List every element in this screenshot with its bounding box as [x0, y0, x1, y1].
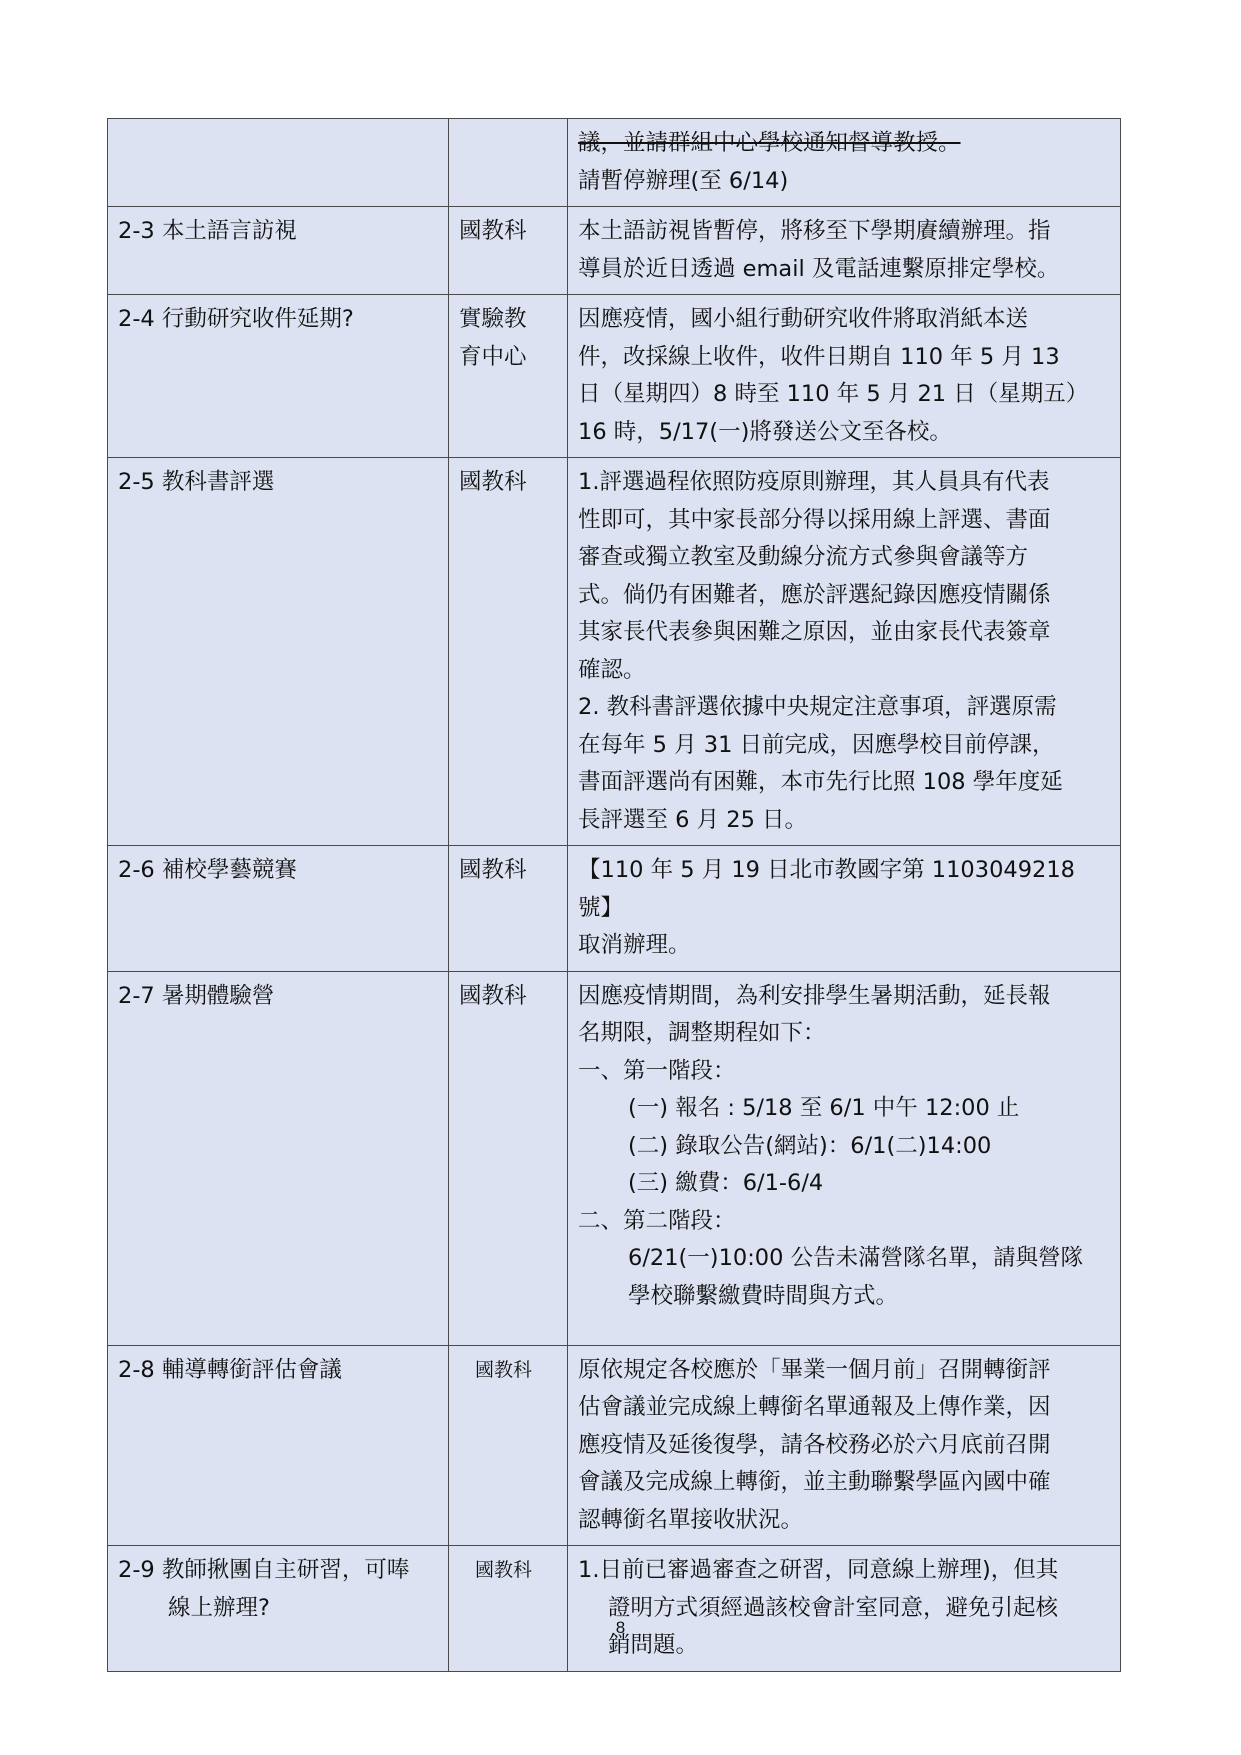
- content-cell: [568, 295, 1121, 458]
- table-row: [108, 458, 1121, 846]
- content-line: 證明方式須經過該校會計室同意，避免引起核: [608, 1594, 1059, 1621]
- topic-cell: [108, 846, 449, 972]
- table-row: [108, 1546, 1121, 1672]
- content-line: (一) 報名 : 5/18 至 6/1 中午 12:00 止: [628, 1095, 1020, 1121]
- content-line: 銷問題。: [608, 1632, 699, 1658]
- topic-cell: [108, 1345, 449, 1546]
- content-line: 導員於近日透過 email 及電話連繫原排定學校。: [578, 255, 1060, 282]
- content-line: 原依規定各校應於「畢業一個月前」召開轉銜評: [578, 1356, 1051, 1383]
- topic-text: 線上辦理?: [168, 1594, 270, 1621]
- content-line: 學校聯繫繳費時間與方式。: [628, 1282, 899, 1309]
- table-row: [108, 295, 1121, 458]
- table-row: [108, 971, 1121, 1345]
- content-line: 【110 年 5 月 19 日北市教國字第 1103049218: [578, 857, 1075, 883]
- content-line: 取消辦理。: [578, 932, 691, 958]
- content-line: (二) 錄取公告(網站)：6/1(二)14:00: [628, 1132, 992, 1159]
- unit-text: 國教科: [459, 982, 527, 1009]
- unit-cell: [449, 458, 568, 846]
- content-line: 名期限，調整期程如下：: [578, 1020, 826, 1046]
- content-line: 書面評選尚有困難，本市先行比照 108 學年度延: [578, 769, 1063, 795]
- table-row: [108, 119, 1121, 207]
- content-line: 在每年 5 月 31 日前完成，因應學校目前停課，: [578, 731, 1055, 758]
- content-line: 審查或獨立教室及動線分流方式參與會議等方: [578, 544, 1029, 570]
- content-line: 本土語訪視皆暫停，將移至下學期賡續辦理。指: [578, 218, 1051, 244]
- content-cell: [568, 207, 1121, 295]
- topic-cell: [108, 207, 449, 295]
- content-cell: [568, 1546, 1121, 1672]
- unit-cell: [449, 846, 568, 972]
- topic-cell: [108, 295, 449, 458]
- content-line: 一、第一階段：: [578, 1057, 736, 1084]
- content-line: 1.評選過程依照防疫原則辦理，其人員具有代表: [578, 469, 1050, 495]
- content-line: 估會議並完成線上轉銜名單通報及上傳作業，因: [578, 1394, 1051, 1420]
- topic-cell: [108, 1546, 449, 1672]
- content-line: 件，改採線上收件，收件日期自 110 年 5 月 13: [578, 343, 1060, 370]
- meeting-minutes-table: [107, 118, 1121, 1672]
- table-row: [108, 846, 1121, 972]
- topic-text: 2-9 教師揪團自主研習，可唪: [118, 1557, 410, 1583]
- topic-text: 2-3 本土語言訪視: [118, 218, 297, 244]
- content-line: 號】: [578, 894, 624, 921]
- content-line: 會議及完成線上轉銜，並主動聯繫學區內國中確: [578, 1469, 1051, 1495]
- unit-cell: [449, 295, 568, 458]
- content-line: 議，並請群組中心學校通知督導教授。: [578, 130, 961, 156]
- page-number: 8: [615, 1618, 626, 1637]
- unit-cell: [449, 207, 568, 295]
- topic-text: 2-6 補校學藝競賽: [118, 857, 297, 883]
- unit-text: 國教科: [475, 1559, 533, 1581]
- topic-cell: [108, 458, 449, 846]
- content-line: 長評選至 6 月 25 日。: [578, 806, 808, 833]
- content-cell: [568, 458, 1121, 846]
- content-line: 6/21(一)10:00 公告未滿營隊名單，請與營隊: [628, 1245, 1084, 1271]
- content-cell: [568, 119, 1121, 207]
- content-line: 16 時，5/17(一)將發送公文至各校。: [578, 418, 952, 445]
- content-cell: [568, 971, 1121, 1345]
- content-line: 確認。: [578, 656, 646, 683]
- topic-text: 2-8 輔導轉銜評估會議: [118, 1356, 342, 1383]
- content-line: 應疫情及延後復學，請各校務必於六月底前召開: [578, 1431, 1051, 1458]
- content-cell: [568, 1345, 1121, 1546]
- content-line: 因應疫情，國小組行動研究收件將取消紙本送: [578, 306, 1029, 332]
- content-line: 請暫停辦理(至 6/14): [578, 167, 789, 194]
- table-row: [108, 207, 1121, 295]
- topic-text: 2-7 暑期體驗營: [118, 982, 275, 1009]
- topic-text: 2-5 教科書評選: [118, 469, 275, 495]
- topic-text: 2-4 行動研究收件延期?: [118, 306, 354, 332]
- content-cell: [568, 846, 1121, 972]
- unit-cell: [449, 971, 568, 1345]
- content-line: 因應疫情期間，為利安排學生暑期活動，延長報: [578, 982, 1051, 1009]
- content-line: 式。倘仍有困難者，應於評選紀錄因應疫情關係: [578, 581, 1051, 608]
- unit-text: 國教科: [459, 218, 527, 244]
- unit-text: 實驗教: [459, 306, 527, 332]
- unit-text: 國教科: [459, 857, 527, 883]
- content-line: 1.日前已審過審查之研習，同意線上辦理)，但其: [578, 1557, 1059, 1583]
- topic-cell: [108, 971, 449, 1345]
- content-line: 2. 教科書評選依據中央規定注意事項，評選原需: [578, 694, 1057, 720]
- unit-text: 國教科: [475, 1358, 533, 1381]
- unit-cell: [449, 119, 568, 207]
- content-line: 二、第二階段：: [578, 1207, 736, 1234]
- content-line: 其家長代表參與困難之原因，並由家長代表簽章: [578, 619, 1051, 645]
- unit-cell: [449, 1345, 568, 1546]
- content-line: (三) 繳費：6/1-6/4: [628, 1170, 824, 1196]
- unit-text: 國教科: [459, 469, 527, 495]
- topic-cell: [108, 119, 449, 207]
- content-line: 日（星期四）8 時至 110 年 5 月 21 日（星期五）: [578, 381, 1089, 407]
- unit-text: 育中心: [459, 343, 527, 370]
- unit-cell: [449, 1546, 568, 1672]
- content-line: 性即可，其中家長部分得以採用線上評選、書面: [578, 506, 1051, 533]
- table-row: [108, 1345, 1121, 1546]
- content-line: 認轉銜名單接收狀況。: [578, 1506, 804, 1533]
